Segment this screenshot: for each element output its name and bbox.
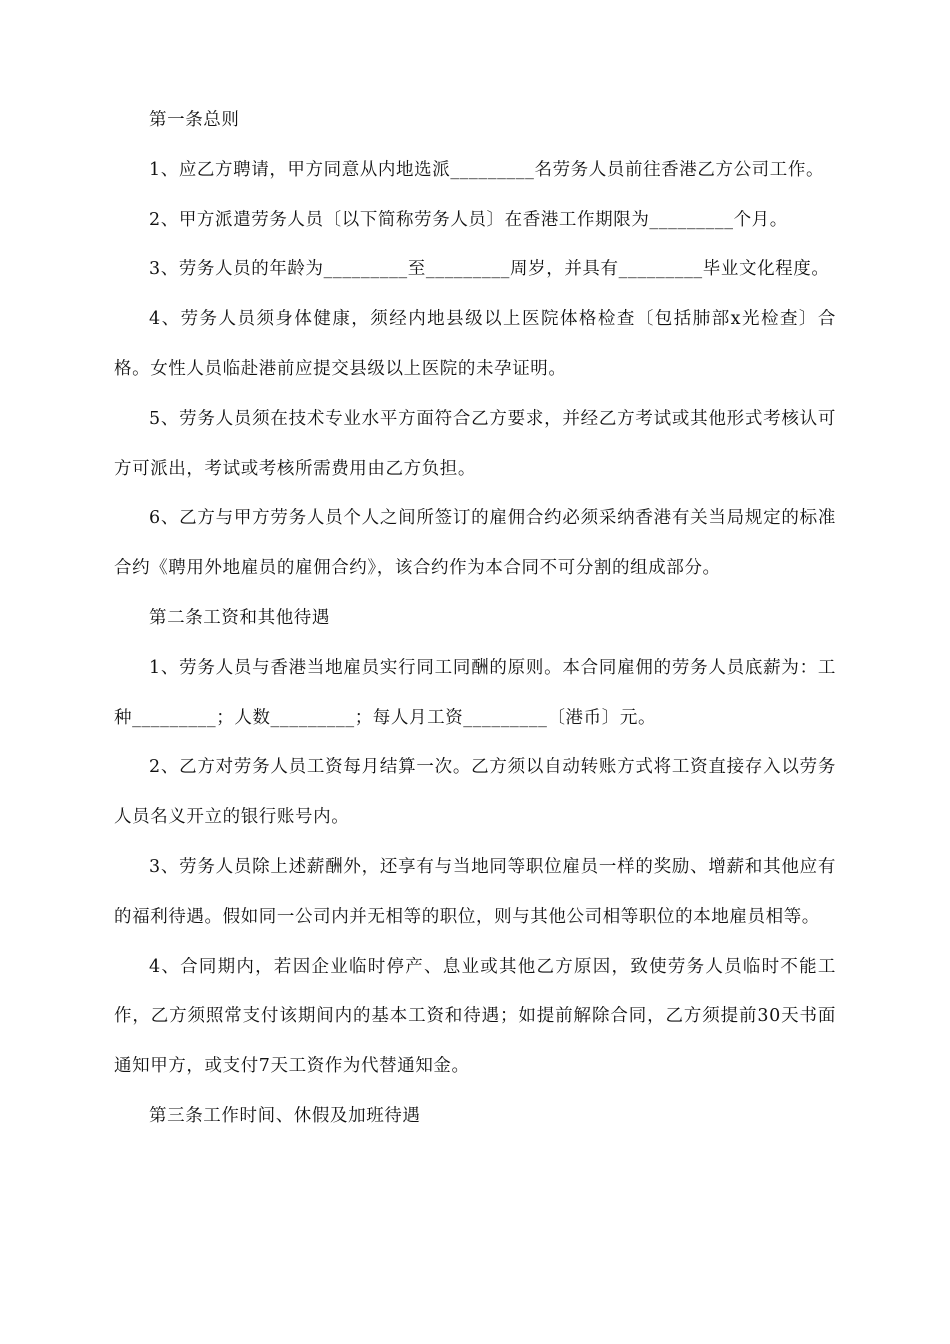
section-2-clause-4: 4、合同期内，若因企业临时停产、息业或其他乙方原因，致使劳务人员临时不能工作，乙方须照常支付该期间内的基本工资和待遇；如提前解除合同，乙方须提前30天书面通知甲方，或支付7天工资作为代替通知金。 <box>114 956 836 1077</box>
section-1-clause-4: 4、劳务人员须身体健康，须经内地县级以上医院体格检查〔包括肺部x光检查〕合格。女性人员临赴港前应提交县级以上医院的未孕证明。 <box>114 309 836 379</box>
document-page <box>114 96 836 1142</box>
section-1-clause-2: 2、甲方派遣劳务人员〔以下简称劳务人员〕在香港工作期限为_________个月。 <box>149 209 788 230</box>
section-1-clause-6: 6、乙方与甲方劳务人员个人之间所签订的雇佣合约必须采纳香港有关当局规定的标准合约《聘用外地雇员的雇佣合约》，该合约作为本合同不可分割的组成部分。 <box>114 508 836 579</box>
section-1-clause-1: 1、应乙方聘请，甲方同意从内地选派_________名劳务人员前往香港乙方公司工作。 <box>149 159 825 180</box>
section-2-clause-2: 2、乙方对劳务人员工资每月结算一次。乙方须以自动转账方式将工资直接存入以劳务人员名义开立的银行账号内。 <box>114 757 836 828</box>
section-2-clause-1: 1、劳务人员与香港当地雇员实行同工同酬的原则。本合同雇佣的劳务人员底薪为：工种_________；人数_________；每人月工资_________〔港币〕元。 <box>114 657 836 728</box>
section-2-heading: 第二条工资和其他待遇 <box>149 607 330 628</box>
section-1-clause-3: 3、劳务人员的年龄为_________至_________周岁，并具有_________毕业文化程度。 <box>149 259 830 280</box>
section-3-heading: 第三条工作时间、休假及加班待遇 <box>149 1105 421 1126</box>
section-1-clause-5: 5、劳务人员须在技术专业水平方面符合乙方要求，并经乙方考试或其他形式考核认可方可派出，考试或考核所需费用由乙方负担。 <box>114 408 836 479</box>
section-2-clause-3: 3、劳务人员除上述薪酬外，还享有与当地同等职位雇员一样的奖励、增薪和其他应有的福利待遇。假如同一公司内并无相等的职位，则与其他公司相等职位的本地雇员相等。 <box>114 856 836 927</box>
section-1-heading: 第一条总则 <box>149 110 240 130</box>
